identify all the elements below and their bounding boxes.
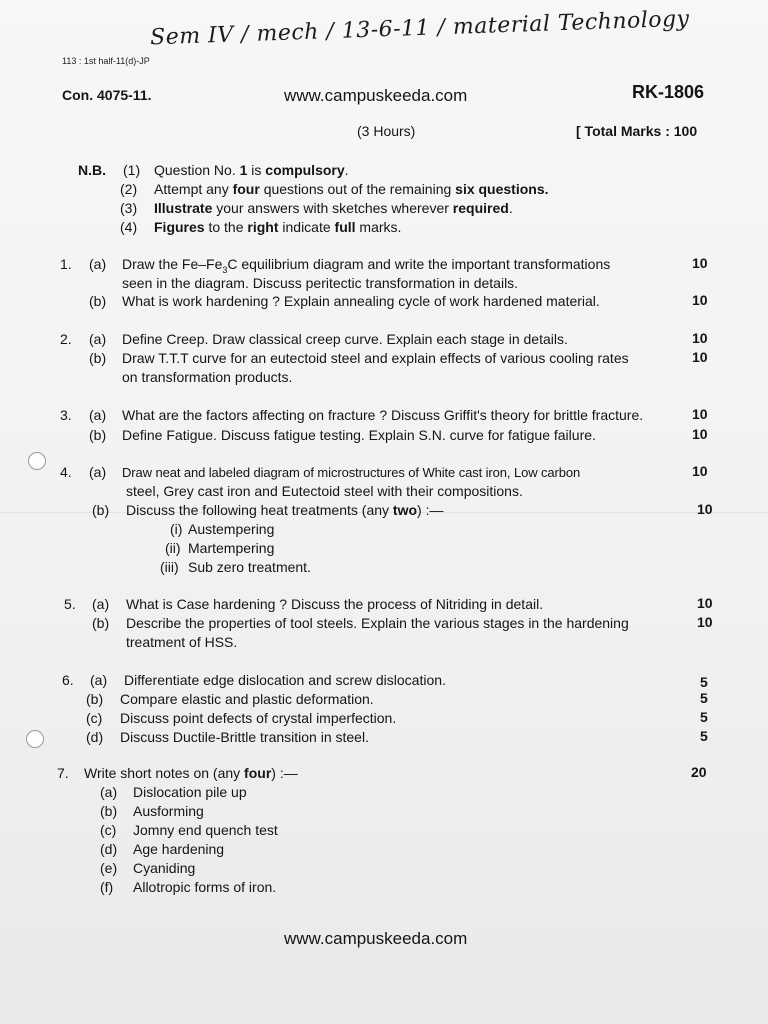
question-text: Differentiate edge dislocation and screw dislocation.	[124, 672, 446, 688]
nb-label: N.B.	[78, 162, 106, 178]
website-footer: www.campuskeeda.com	[284, 929, 468, 948]
question-text: Describe the properties of tool steels. Explain the various stages in the hardening	[126, 615, 629, 631]
question-text: What are the factors affecting on fracture ? Discuss Griffit's theory for brittle fracture.	[122, 407, 644, 423]
note-label: (e)	[100, 860, 118, 876]
question-number: 2.	[60, 331, 72, 347]
marks: 5	[700, 728, 708, 744]
question-number: 5.	[64, 596, 76, 612]
part-label: (b)	[89, 350, 107, 366]
marks: 10	[692, 255, 708, 271]
question-number: 6.	[62, 672, 74, 688]
short-note-topic: Cyaniding	[133, 860, 196, 876]
rk-code: RK-1806	[632, 82, 705, 102]
question-number: 7.	[57, 765, 69, 781]
paper-code: 113 : 1st half-11(d)-JP	[62, 56, 150, 66]
heat-treatment-item: Martempering	[188, 540, 275, 556]
part-label: (b)	[89, 293, 107, 309]
marks: 10	[697, 614, 713, 630]
question-text: What is work hardening ? Explain annealing cycle of work hardened material.	[122, 293, 600, 309]
instruction-number: (1)	[123, 162, 141, 178]
question-text: Draw T.T.T curve for an eutectoid steel and explain effects of various cooling rates	[122, 350, 629, 366]
question-number: 4.	[60, 464, 72, 480]
short-note-topic: Allotropic forms of iron.	[133, 879, 277, 895]
website-header: www.campuskeeda.com	[284, 86, 468, 105]
instruction-number: (2)	[120, 181, 138, 197]
con-number: Con. 4075-11.	[62, 87, 152, 103]
short-note-topic: Jomny end quench test	[133, 822, 278, 838]
marks: 10	[697, 501, 713, 517]
part-label: (a)	[89, 407, 107, 423]
question-text: Define Creep. Draw classical creep curve. Explain each stage in details.	[122, 331, 568, 347]
marks: 10	[692, 330, 708, 346]
part-label: (b)	[86, 691, 104, 707]
instruction-number: (3)	[120, 200, 138, 216]
marks: 10	[692, 349, 708, 365]
note-label: (a)	[100, 784, 118, 800]
note-label: (d)	[100, 841, 118, 857]
marks: 10	[692, 406, 708, 422]
part-label: (a)	[89, 331, 107, 347]
punch-hole-top	[28, 452, 46, 470]
short-note-topic: Dislocation pile up	[133, 784, 247, 800]
short-note-topic: Ausforming	[133, 803, 204, 819]
instruction-text: Question No. 1 is compulsory.	[154, 162, 349, 178]
marks: 5	[700, 690, 708, 706]
part-label: (b)	[92, 615, 110, 631]
question-text: treatment of HSS.	[126, 634, 238, 650]
marks: 10	[692, 426, 708, 442]
question-text: on transformation products.	[122, 369, 293, 385]
total-marks: [ Total Marks : 100	[576, 123, 698, 139]
question-text: Compare elastic and plastic deformation.	[120, 691, 374, 707]
marks: 20	[691, 764, 707, 780]
heat-treatment-item: Sub zero treatment.	[188, 559, 311, 575]
marks: 5	[700, 674, 708, 690]
marks: 5	[700, 709, 708, 725]
question-text: steel, Grey cast iron and Eutectoid steel with their compositions.	[126, 483, 523, 499]
question-text: Discuss Ductile-Brittle transition in steel.	[120, 729, 369, 745]
subitem-number: (i)	[170, 521, 183, 537]
question-text: Write short notes on (any four) :—	[84, 765, 298, 781]
question-number: 1.	[60, 256, 72, 272]
question-number: 3.	[60, 407, 72, 423]
instruction-text: Illustrate your answers with sketches wherever required.	[154, 200, 513, 216]
question-text: Draw neat and labeled diagram of microstructures of White cast iron, Low carbon	[122, 465, 581, 480]
question-text: Discuss point defects of crystal imperfection.	[120, 710, 397, 726]
note-label: (f)	[100, 879, 114, 895]
part-label: (d)	[86, 729, 104, 745]
punch-hole-bottom	[26, 730, 44, 748]
instruction-text: Attempt any four questions out of the remaining six questions.	[154, 181, 549, 197]
note-label: (c)	[100, 822, 117, 838]
part-label: (a)	[90, 672, 108, 688]
fe-fe3c-text: Draw the $Fe-Fe_3C$ equilibrium diagram and write the important transformations	[122, 256, 611, 275]
part-label: (c)	[86, 710, 103, 726]
instruction-number: (4)	[120, 219, 138, 235]
marks: 10	[697, 595, 713, 611]
part-label: (b)	[92, 502, 110, 518]
marks: 10	[692, 463, 708, 479]
subitem-number: (ii)	[165, 540, 181, 556]
part-label: (a)	[89, 256, 107, 272]
part-label: (a)	[89, 464, 107, 480]
marks: 10	[692, 292, 708, 308]
part-label: (b)	[89, 427, 107, 443]
question-text: Discuss the following heat treatments (any two) :—	[126, 502, 444, 518]
short-note-topic: Age hardening	[133, 841, 225, 857]
heat-treatment-item: Austempering	[188, 521, 275, 537]
instruction-text: Figures to the right indicate full marks.	[154, 219, 402, 235]
handwritten-note: Sem IV / mech / 13-6-11 / material Technology	[149, 6, 690, 51]
duration: (3 Hours)	[357, 123, 416, 139]
subitem-number: (iii)	[160, 559, 179, 575]
note-label: (b)	[100, 803, 118, 819]
part-label: (a)	[92, 596, 110, 612]
question-text: Define Fatigue. Discuss fatigue testing. Explain S.N. curve for fatigue failure.	[122, 427, 596, 443]
question-text: seen in the diagram. Discuss peritectic transformation in details.	[122, 275, 519, 291]
question-text: What is Case hardening ? Discuss the process of Nitriding in detail.	[126, 596, 544, 612]
